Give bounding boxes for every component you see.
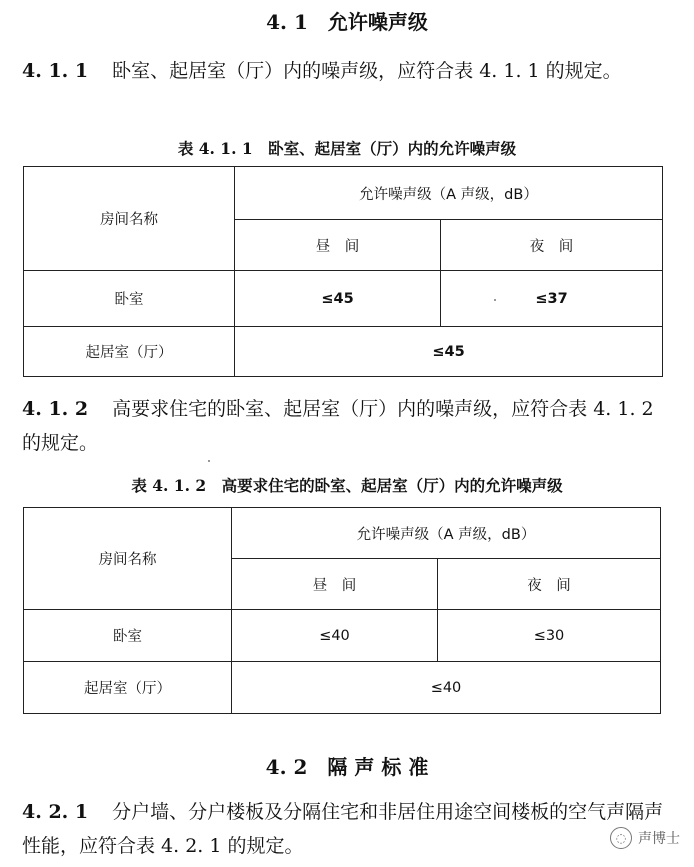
header-night: 夜 间 xyxy=(441,220,663,271)
clause-4-1-2 xyxy=(22,392,677,460)
room-cell: 卧室 xyxy=(24,271,235,327)
header-day: 昼 间 xyxy=(235,220,441,271)
clause-text: 卧室、起居室（厅）内的噪声级，应符合表 4. 1. 1 的规定。 xyxy=(112,60,622,82)
room-cell: 卧室 xyxy=(24,610,232,662)
watermark xyxy=(610,827,680,849)
clause-text: 高要求住宅的卧室、起居室（厅）内的噪声级，应符合表 4. 1. 2 的规定。 xyxy=(22,398,654,454)
scan-speck xyxy=(208,460,210,462)
header-allowed-level: 允许噪声级（A 声级，dB） xyxy=(232,508,661,559)
table-row xyxy=(24,327,663,377)
section-heading-4-2: 4. 2 隔 声 标 准 xyxy=(265,755,429,779)
clause-number: 4. 1. 1 xyxy=(22,60,89,82)
night-value: ≤30 xyxy=(438,610,661,662)
watermark-text: 声博士 xyxy=(638,831,680,847)
table-row xyxy=(24,271,663,327)
clause-number: 4. 1. 2 xyxy=(22,398,89,420)
clause-text: 分户墙、分户楼板及分隔住宅和非居住用途空间楼板的空气声隔声性能，应符合表 4. 2. 1 的规定。 xyxy=(22,801,664,857)
clause-4-1-1 xyxy=(22,54,677,88)
room-cell: 起居室（厅） xyxy=(24,662,232,714)
header-allowed-level: 允许噪声级（A 声级，dB） xyxy=(235,167,663,220)
clause-4-2-1 xyxy=(22,795,677,863)
noise-table-4-1-2 xyxy=(23,507,661,714)
all-day-value: ≤40 xyxy=(232,662,661,714)
table-caption-4-1-1: 表 4. 1. 1 卧室、起居室（厅）内的允许噪声级 xyxy=(177,139,517,158)
room-cell: 起居室（厅） xyxy=(24,327,235,377)
day-value: ≤45 xyxy=(235,271,441,327)
night-value: ≤37 xyxy=(441,271,663,327)
table-row xyxy=(24,610,661,662)
all-day-value: ≤45 xyxy=(235,327,663,377)
section-heading-4-1: 4. 1 允许噪声级 xyxy=(266,10,428,34)
scan-speck xyxy=(494,299,496,301)
header-night: 夜 间 xyxy=(438,559,661,610)
day-value: ≤40 xyxy=(232,610,438,662)
header-room-name: 房间名称 xyxy=(24,167,235,271)
clause-number: 4. 2. 1 xyxy=(22,801,89,823)
table-row xyxy=(24,662,661,714)
noise-table-4-1-1 xyxy=(23,166,663,377)
header-day: 昼 间 xyxy=(232,559,438,610)
table-caption-4-1-2: 表 4. 1. 2 高要求住宅的卧室、起居室（厅）内的允许噪声级 xyxy=(131,476,563,495)
wechat-icon: ◌ xyxy=(610,827,632,849)
header-room-name: 房间名称 xyxy=(24,508,232,610)
